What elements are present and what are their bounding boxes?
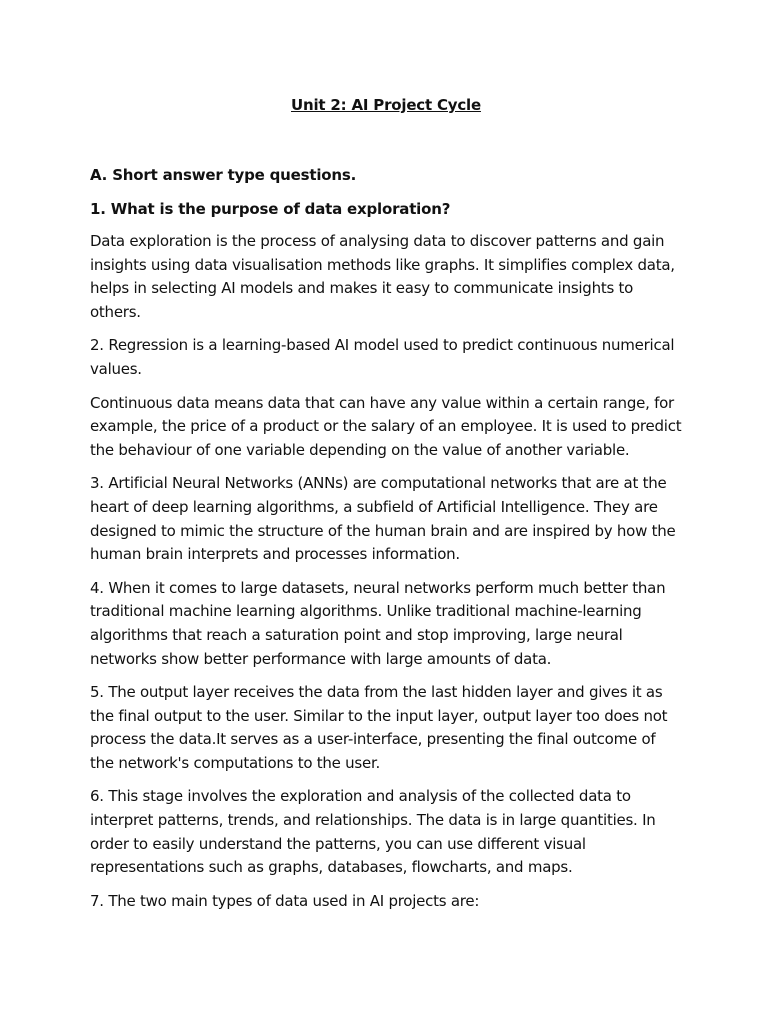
- answer-paragraph-1: Data exploration is the process of analysing data to discover patterns and gain insights using data visualisation methods like graphs. It simplifies complex data, helps in selecting AI models and makes it easy to communicate insights to others.: [90, 232, 675, 321]
- answer-paragraph-3: Continuous data means data that can have any value within a certain range, for example, the price of a product or the salary of an employee. It is used to predict the behaviour of one variable depending on the value of another variable.: [90, 393, 682, 459]
- document-title: Unit 2: AI Project Cycle: [291, 96, 481, 114]
- answer-paragraph-7: 6. This stage involves the exploration and analysis of the collected data to interpret patterns, trends, and relationships. The data is in large quantities. In order to easily understand the patterns, you can use different visual representations such as graphs, databases, flowcharts, and maps.: [90, 787, 656, 877]
- question-1-heading: 1. What is the purpose of data exploration?: [90, 200, 451, 218]
- answer-paragraph-5: 4. When it comes to large datasets, neural networks perform much better than traditional machine learning algorithms. Unlike traditional machine-learning algorithms that reach a saturation point and stop improving, large neural networks show better performance with large amounts of data.: [90, 578, 666, 668]
- answer-paragraph-4: 3. Artificial Neural Networks (ANNs) are computational networks that are at the heart of deep learning algorithms, a subfield of Artificial Intelligence. They are designed to mimic the structure of the human brain and are inspired by how the human brain interprets and processes information.: [90, 474, 676, 564]
- document-content: [90, 94, 682, 923]
- answer-paragraph-8: 7. The two main types of data used in AI projects are:: [90, 891, 480, 910]
- answer-paragraph-6: 5. The output layer receives the data from the last hidden layer and gives it as the final output to the user. Similar to the input layer, output layer too does not process the data.It serves as a user-interface, presenting the final outcome of the network's computations to the user.: [90, 683, 668, 772]
- answer-paragraph-2: 2. Regression is a learning-based AI model used to predict continuous numerical values.: [90, 336, 675, 378]
- section-heading: A. Short answer type questions.: [90, 166, 357, 184]
